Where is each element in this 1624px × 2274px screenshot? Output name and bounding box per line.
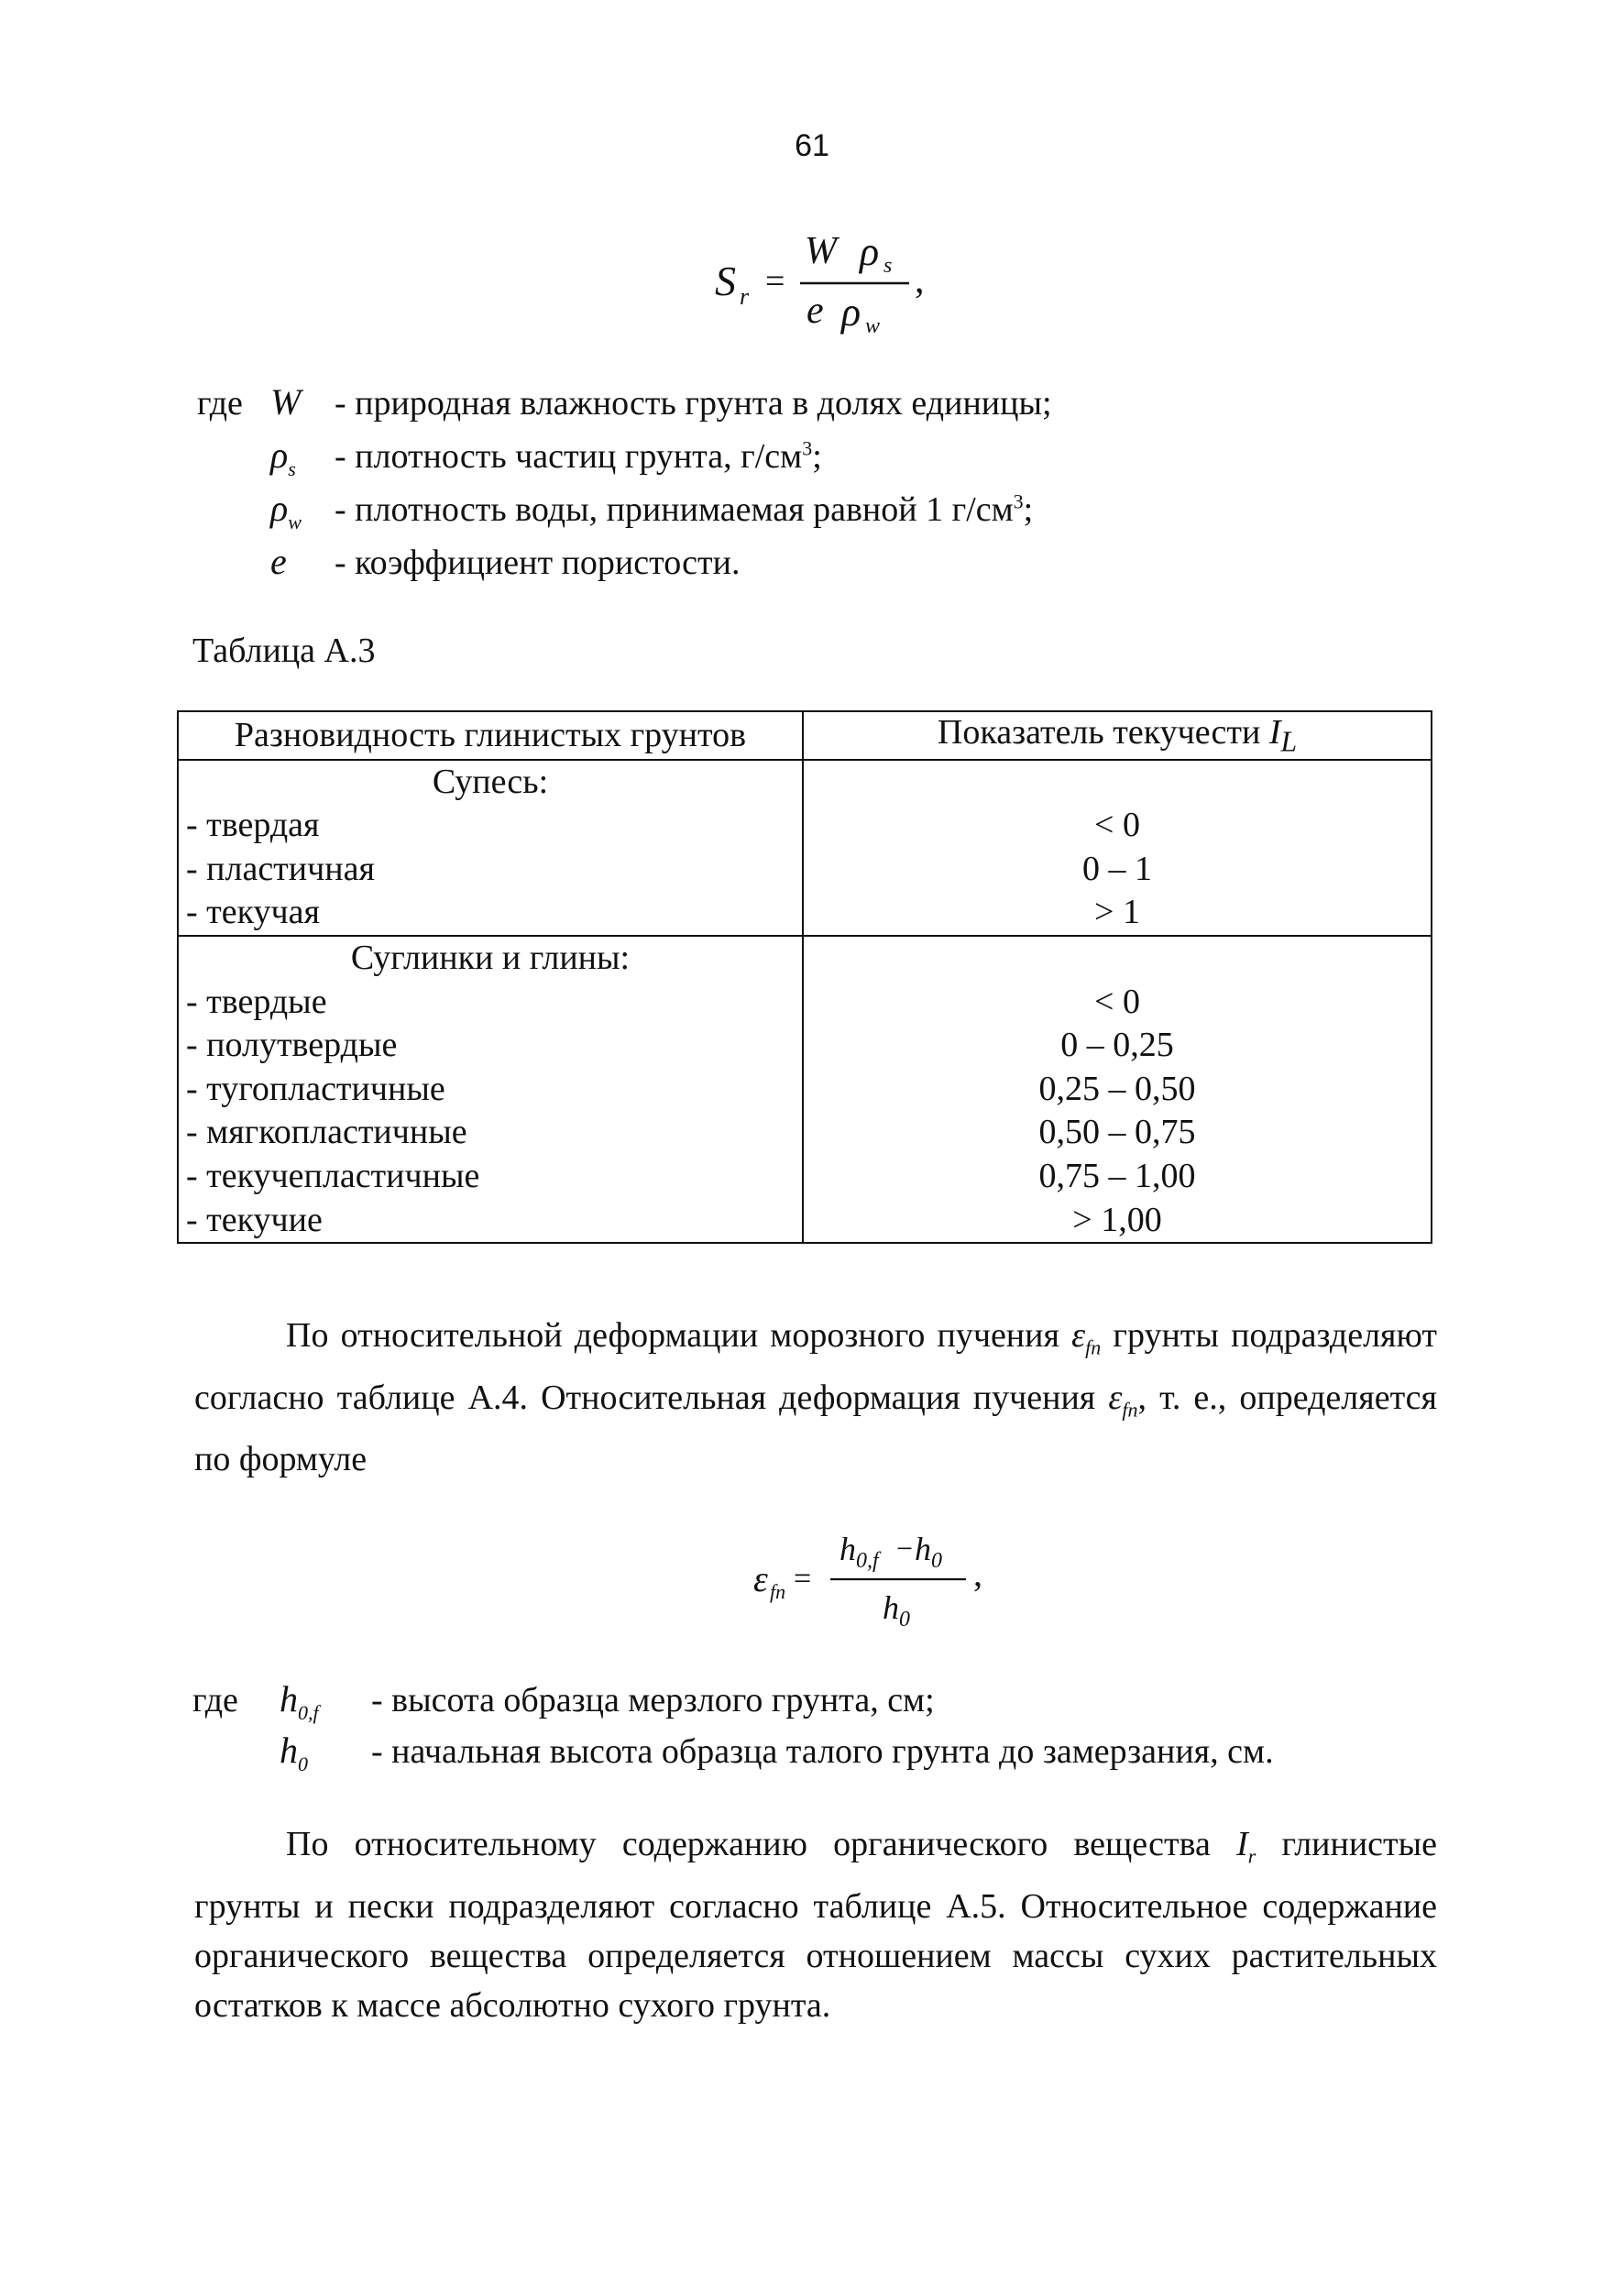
formula-efn-comma: ,: [973, 1553, 982, 1594]
formula-efn-den-h: h: [883, 1589, 899, 1626]
formula-efn: [733, 1521, 1026, 1641]
definition-e-text: - коэффициент пористости.: [335, 544, 741, 582]
table-row-value: 0,50 – 0,75: [1038, 1113, 1196, 1152]
table-group-loams-clays: [178, 936, 1432, 1243]
soil-table: [177, 710, 1432, 1244]
formula-sr-lhs: S: [715, 258, 736, 304]
definition-rho-s-text: - плотность частиц грунта, $г/см^3$;: [335, 436, 822, 476]
formula-efn-equals: =: [794, 1562, 812, 1596]
formula-efn-num-h2-sub: 0: [931, 1549, 942, 1573]
table-row-name: - пластичная: [186, 849, 375, 888]
formula-sr: [697, 225, 990, 344]
formula-efn-den-h-sub: 0: [899, 1608, 910, 1631]
page-number: 61: [795, 128, 829, 163]
where-label: где: [192, 1681, 238, 1719]
table-row-name: - полутвердые: [186, 1026, 398, 1065]
formula-sr-equals: =: [765, 262, 785, 301]
formula-efn-num-h2: h: [915, 1531, 931, 1567]
definitions-2: [192, 1677, 1476, 1780]
table-row-value: 0,25 – 0,50: [1038, 1069, 1196, 1108]
paragraph-frost-heave: По относительной деформации морозного пучения $\varepsilon_{fn}$ грунты подразделяют согласно таблице А.4. Относительная деформация пучения $\varepsilon_{fn}$, т. е., определяется по формуле: [194, 1316, 1438, 1479]
paragraph-organic-content: По относительному содержанию органического вещества $I_r$ глинистые грунты и пески подразделяют согласно таблице А.5. Относительное содержание органического вещества определяется отношением массы сухих растительных остатков к массе абсолютно сухого грунта.: [194, 1825, 1438, 2025]
formula-sr-num-w: W: [805, 230, 837, 272]
table-caption: Таблица А.3: [192, 632, 376, 670]
formula-sr-den-rho: ρ: [841, 290, 861, 335]
table-row-name: - твердые: [186, 982, 327, 1021]
formula-sr-num-rho: ρ: [860, 229, 880, 274]
symbol-h0: $h_0$: [280, 1730, 308, 1775]
formula-efn-minus: −: [896, 1532, 914, 1565]
table-row-name: - мягкопластичные: [186, 1113, 467, 1152]
formula-efn-lhs: ε: [753, 1558, 768, 1599]
table-row-name: - тугопластичные: [186, 1069, 445, 1108]
definition-rho-w-text: - плотность воды, принимаемая равной 1 $г/см^3$;: [335, 489, 1034, 529]
formula-sr-lhs-sub: r: [740, 283, 750, 310]
table-row-value: < 0: [1094, 806, 1140, 845]
formula-sr-den-e: e: [807, 290, 824, 332]
definitions-1: [197, 380, 1480, 593]
symbol-ir: $I_r$: [1236, 1825, 1256, 1868]
table-row-name: - текучепластичные: [186, 1156, 480, 1195]
table-row-name: - текучие: [186, 1200, 323, 1239]
formula-sr-comma: ,: [915, 259, 925, 302]
table-row-name: - твердая: [186, 806, 320, 845]
symbol-rho-s: $\rho_s$: [270, 434, 296, 480]
header-soil-type: Разновидность глинистых грунтов: [178, 711, 803, 760]
group-sandy-loam-names: [178, 760, 803, 936]
header-liquidity-index: Показатель текучести $I_L$: [803, 711, 1432, 760]
formula-sr-den-rho-sub: w: [865, 314, 881, 338]
table-group-sandy-loam: [178, 760, 1432, 936]
symbol-h0f: $h_{0,f}$: [280, 1678, 319, 1724]
definition-e: [197, 540, 1480, 593]
formula-efn-num-h1: h: [839, 1531, 856, 1567]
table-row-value: 0,75 – 1,00: [1038, 1156, 1196, 1195]
definition-rho-s: [197, 434, 1480, 487]
definition-rho-w: [197, 487, 1480, 540]
table-row-value: > 1,00: [1072, 1200, 1162, 1239]
definition-w-text: - природная влажность грунта в долях единицы;: [335, 384, 1052, 423]
formula-efn-lhs-sub: fn: [770, 1580, 786, 1603]
group-title: Супесь:: [432, 762, 549, 801]
formula-efn-num-h1-sub: 0,f: [856, 1549, 879, 1573]
table-row-value: 0 – 0,25: [1060, 1026, 1174, 1065]
table-row-value: < 0: [1094, 982, 1140, 1021]
definition-h0: [192, 1729, 1476, 1780]
symbol-efn: $\varepsilon_{fn}$: [1071, 1316, 1102, 1359]
table-row-value: > 1: [1094, 893, 1140, 932]
group-sandy-loam-values: [803, 760, 1432, 936]
definition-h0-text: - начальная высота образца талого грунта до замерзания, см.: [371, 1732, 1274, 1771]
table-header-row: [178, 711, 1432, 760]
definition-w: [197, 380, 1480, 434]
symbol-rho-w: $\rho_w$: [270, 488, 302, 533]
formula-sr-num-rho-sub: s: [883, 254, 893, 278]
group-title: Суглинки и глины:: [350, 938, 631, 977]
group-loams-clays-names: [178, 936, 803, 1243]
table-row-name: - текучая: [186, 893, 321, 932]
where-label: где: [197, 384, 243, 423]
group-loams-clays-values: [803, 936, 1432, 1243]
symbol-e: e: [270, 541, 287, 582]
symbol-efn: $\varepsilon_{fn}$: [1108, 1378, 1138, 1422]
definition-h0f: [192, 1677, 1476, 1729]
table-row-value: 0 – 1: [1082, 849, 1152, 888]
definition-h0f-text: - высота образца мерзлого грунта, см;: [371, 1681, 935, 1719]
symbol-w: W: [270, 381, 302, 423]
